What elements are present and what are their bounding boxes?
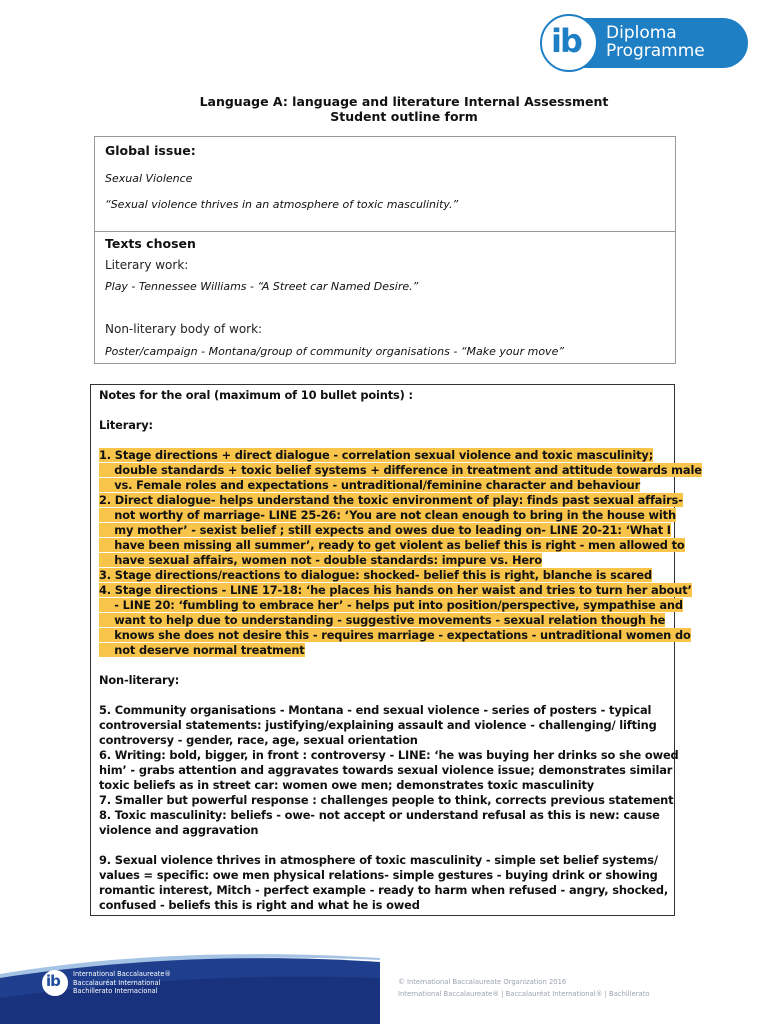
notes-content: [99, 388, 702, 913]
note-item-4: [99, 583, 692, 658]
note-line: 4. Stage directions - LINE 17-18: ‘he places his hands on her waist and tries to turn her about’: [99, 583, 692, 597]
literary-label: Literary:: [99, 418, 153, 432]
note-line: not worthy of marriage- LINE 25-26: ‘You are not clean enough to bring in the house with: [99, 508, 676, 522]
footer-ib-logo-icon: ib: [42, 970, 68, 996]
note-line: controversial statements: justifying/explaining assault and violence - challenging/ lifting: [99, 718, 657, 732]
note-line: have been missing all summer’, ready to get violent as belief this is right - men allowed to: [99, 538, 685, 552]
note-line: 7. Smaller but powerful response : challenges people to think, corrects previous statement: [99, 793, 674, 807]
footer-copyright: © International Baccalaureate Organization 2016 International Baccalaureate® | Baccalauréat International® | Bachillerato: [398, 978, 650, 998]
note-item-1: [99, 448, 702, 493]
non-literary-notes: [99, 703, 679, 838]
texts-chosen-heading: Texts chosen: [105, 236, 196, 251]
note-line: 2. Direct dialogue- helps understand the toxic environment of play: finds past sexual affairs-: [99, 493, 683, 507]
footer-org-names: International Baccalaureate® Baccalauréat International Bachillerato Internacional: [73, 970, 171, 995]
note-line: 9. Sexual violence thrives in atmosphere of toxic masculinity - simple set belief systems/: [99, 853, 658, 867]
note-line: romantic interest, Mitch - perfect example - ready to harm when refused - angry, shocked,: [99, 883, 669, 897]
diploma-programme-logo: [540, 14, 750, 72]
global-issue-topic: Sexual Violence: [105, 172, 193, 185]
note-line: double standards + toxic belief systems + difference in treatment and attitude towards male: [99, 463, 702, 477]
notes-heading: Notes for the oral (maximum of 10 bullet points) :: [99, 388, 413, 402]
note-line: 8. Toxic masculinity: beliefs - owe- not accept or understand refusal as this is new: cause: [99, 808, 660, 822]
literary-work-label: Literary work:: [105, 258, 189, 272]
non-literary-label: Non-literary:: [99, 673, 180, 687]
literary-work-value: Play - Tennessee Williams - “A Street car Named Desire.”: [105, 280, 419, 293]
outline-box: [94, 136, 676, 364]
non-literary-value: Poster/campaign - Montana/group of community organisations - “Make your move”: [105, 345, 565, 358]
note-line: him’ - grabs attention and aggravates towards sexual violence issue; demonstrates similar: [99, 763, 673, 777]
global-issue-heading: Global issue:: [105, 143, 196, 158]
note-line: confused - beliefs this is right and what he is owed: [99, 898, 420, 912]
note-line: have sexual affairs, women not - double standards: impure vs. Hero: [99, 553, 543, 567]
note-item-5: [99, 703, 673, 748]
title-line-1: Language A: language and literature Internal Assessment: [199, 94, 609, 109]
note-line: knows she does not desire this - requires marriage - expectations - untraditional women do: [99, 628, 691, 642]
note-line: vs. Female roles and expectations - untraditional/feminine character and behaviour: [99, 478, 641, 492]
note-line: want to help due to understanding - suggestive movements - sexual relation though he: [99, 613, 666, 627]
note-line: 5. Community organisations - Montana - end sexual violence - series of posters - typical: [99, 703, 652, 717]
note-item-6: [99, 748, 679, 793]
note-item-3: [99, 568, 673, 583]
note-line: controversy - gender, race, age, sexual orientation: [99, 733, 418, 747]
note-line: 6. Writing: bold, bigger, in front : controversy - LINE: ‘he was buying her drinks so she owed: [99, 748, 679, 762]
non-literary-label: Non-literary body of work:: [105, 322, 263, 336]
note-line: 1. Stage directions + direct dialogue - correlation sexual violence and toxic masculinity;: [99, 448, 654, 462]
note-line: not deserve normal treatment: [99, 643, 305, 657]
divider: [95, 231, 675, 232]
note-line: toxic beliefs as in street car: women owe men; demonstrates toxic masculinity: [99, 778, 595, 792]
document-title: [0, 94, 768, 124]
note-line: violence and aggravation: [99, 823, 259, 837]
note-item-7: [99, 793, 673, 808]
literary-notes: [99, 448, 702, 658]
note-line: my mother’ - sexist belief ; still expects and owes due to leading on- LINE 20-21: ‘What I: [99, 523, 671, 537]
logo-text: Diploma Programme: [606, 23, 705, 61]
title-line-2: Student outline form: [330, 109, 478, 124]
global-issue-statement: “Sexual violence thrives in an atmosphere of toxic masculinity.”: [105, 198, 459, 211]
note-line: 3. Stage directions/reactions to dialogue: shocked- belief this is right, blanche is scared: [99, 568, 652, 582]
note-item-9: [99, 853, 673, 913]
ib-logo-icon: ib: [540, 14, 598, 72]
note-item-8: [99, 808, 673, 838]
note-item-2: [99, 493, 685, 568]
notes-box: [90, 384, 702, 916]
note-line: - LINE 20: ‘fumbling to embrace her’ - helps put into position/perspective, sympathise and: [99, 598, 683, 612]
note-line: values = specific: owe men physical relations- simple gestures - buying drink or showing: [99, 868, 658, 882]
